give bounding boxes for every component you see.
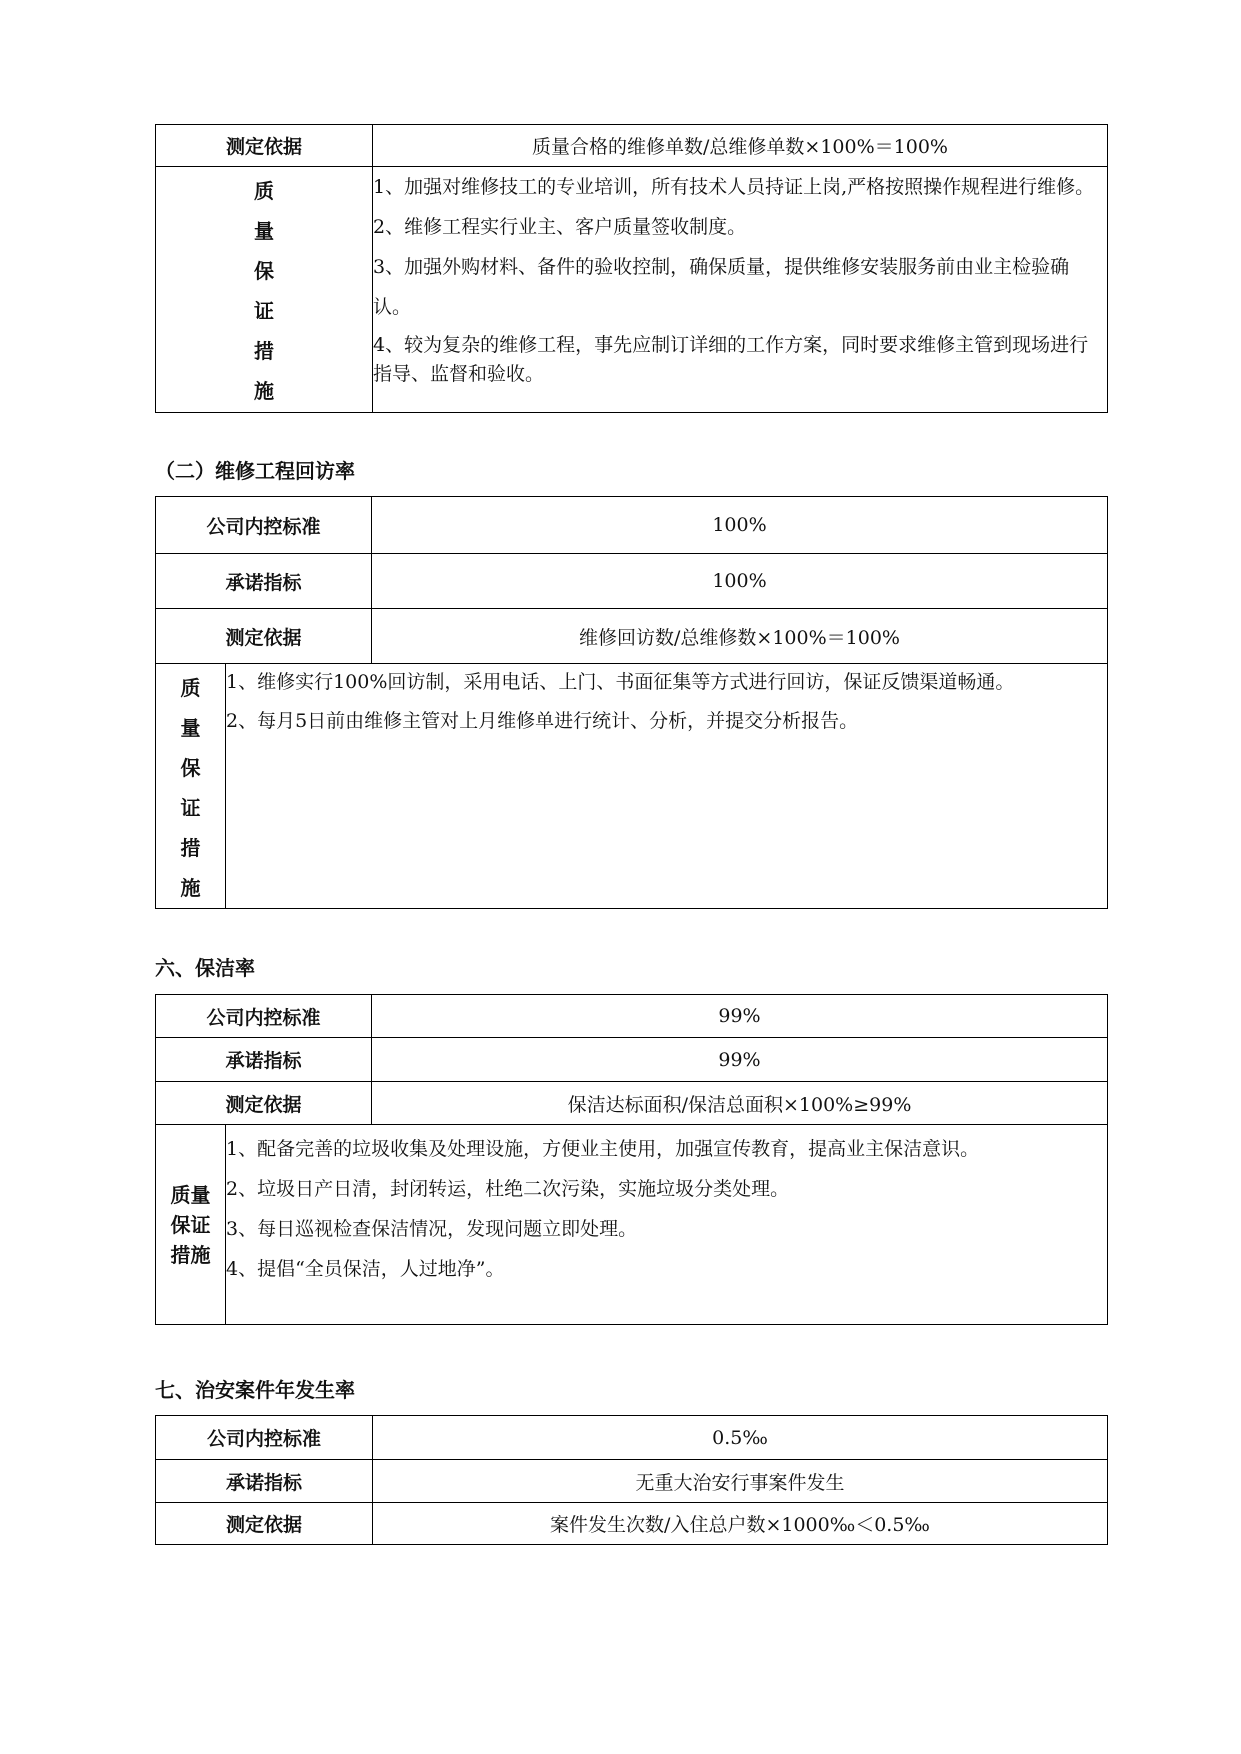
basis-label: 测定依据 [156,1082,372,1125]
revisit-rate-table [155,496,1108,909]
commit-value: 无重大治安行事案件发生 [373,1460,1108,1503]
basis-value: 维修回访数/总维修数×100%＝100% [372,609,1108,664]
measure-item: 2、每月5日前由维修主管对上月维修单进行统计、分析，并提交分析报告。 [226,710,859,732]
cleaning-rate-table [155,994,1108,1325]
measure-item: 2、垃圾日产日清，封闭转运，杜绝二次污染，实施垃圾分类处理。 [226,1178,790,1200]
quality-measures-list [226,664,1108,909]
measure-item: 2、维修工程实行业主、客户质量签收制度。 [373,216,747,238]
quality-measures-label: 质 量 保 证 措 施 [156,167,373,413]
basis-label: 测定依据 [156,125,373,167]
measure-item: 4、提倡“全员保洁，人过地净”。 [226,1258,505,1280]
standard-label: 公司内控标准 [156,995,372,1038]
commit-value: 99% [372,1038,1108,1082]
quality-measures-label: 质量 保证 措施 [156,1125,226,1325]
measure-item: 1、加强对维修技工的专业培训，所有技术人员持证上岗,严格按照操作规程进行维修。 [373,176,1095,198]
section-heading: 六、保洁率 [155,956,255,980]
repair-quality-table [155,124,1108,413]
basis-value: 保洁达标面积/保洁总面积×100%≥99% [372,1082,1108,1125]
measure-item: 1、维修实行100%回访制，采用电话、上门、书面征集等方式进行回访，保证反馈渠道畅通。 [226,671,1015,693]
basis-value: 案件发生次数/入住总户数×1000‰＜0.5‰ [373,1503,1108,1545]
standard-value: 99% [372,995,1108,1038]
quality-measures-label: 质 量 保 证 措 施 [156,664,226,909]
commit-label: 承诺指标 [156,554,372,609]
standard-value: 100% [372,497,1108,554]
measure-item: 4、较为复杂的维修工程，事先应制订详细的工作方案，同时要求维修主管到现场进行指导、监督和验收。 [373,334,1089,385]
measure-item: 3、加强外购材料、备件的验收控制，确保质量，提供维修安装服务前由业主检验确认。 [373,256,1070,318]
basis-value: 质量合格的维修单数/总维修单数×100%＝100% [373,125,1108,167]
basis-label: 测定依据 [156,609,372,664]
basis-label: 测定依据 [156,1503,373,1545]
commit-value: 100% [372,554,1108,609]
commit-label: 承诺指标 [156,1038,372,1082]
quality-measures-list [373,167,1108,413]
quality-measures-list [226,1125,1108,1325]
commit-label: 承诺指标 [156,1460,373,1503]
section-heading: （二）维修工程回访率 [155,459,355,483]
standard-label: 公司内控标准 [156,1416,373,1460]
measure-item: 3、每日巡视检查保洁情况，发现问题立即处理。 [226,1218,638,1240]
standard-value: 0.5‰ [373,1416,1108,1460]
security-case-table [155,1415,1108,1545]
section-heading: 七、治安案件年发生率 [155,1378,355,1402]
standard-label: 公司内控标准 [156,497,372,554]
measure-item: 1、配备完善的垃圾收集及处理设施，方便业主使用，加强宣传教育，提高业主保洁意识。 [226,1138,980,1160]
